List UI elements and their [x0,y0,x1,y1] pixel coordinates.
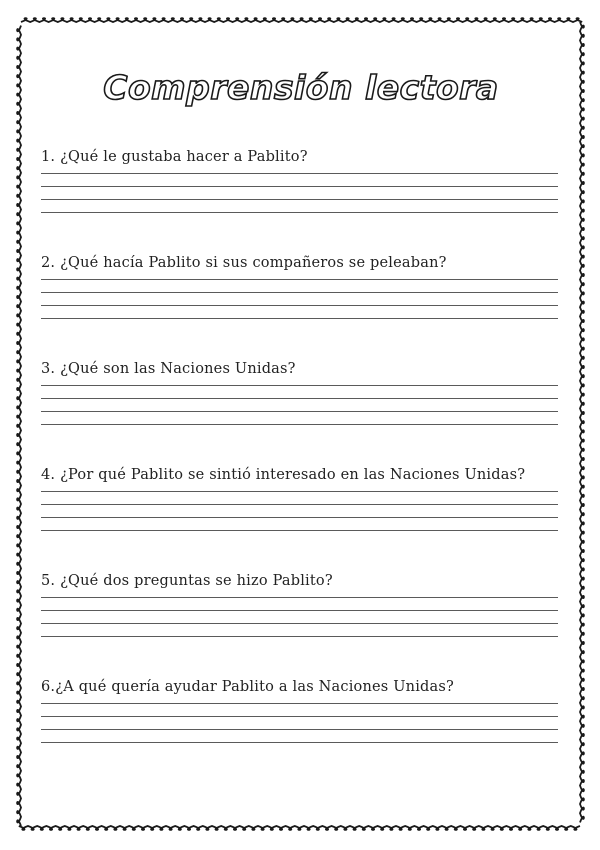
loop-border-side [21,18,582,22]
answer-line[interactable] [41,385,558,386]
question-1-label: ¿Qué le gustaba hacer a Pablito? [60,149,308,165]
question-6-text [41,678,561,696]
question-6-number: 6. [41,679,56,695]
question-2-number: 2. [41,255,56,271]
answer-line[interactable] [41,517,558,518]
answer-line[interactable] [41,173,558,174]
answer-line[interactable] [41,424,558,425]
answer-lines[interactable] [41,173,558,213]
answer-line[interactable] [41,305,558,306]
page-title [0,66,600,116]
answer-line[interactable] [41,610,558,611]
answer-line[interactable] [41,716,558,717]
answer-lines[interactable] [41,491,558,531]
answer-line[interactable] [41,491,558,492]
answer-line[interactable] [41,199,558,200]
answer-line[interactable] [41,186,558,187]
question-3-label: ¿Qué son las Naciones Unidas? [60,361,296,377]
answer-line[interactable] [41,212,558,213]
question-6-label: ¿A qué quería ayudar Pablito a las Naciones Unidas? [55,679,454,695]
question-4-text [41,466,561,484]
answer-lines[interactable] [41,279,558,319]
answer-line[interactable] [41,279,558,280]
question-1-text [41,148,561,166]
question-3-text [41,360,561,378]
question-4 [41,466,561,531]
question-3 [41,360,561,425]
loop-border-side [580,22,584,822]
answer-line[interactable] [41,703,558,704]
question-2 [41,254,561,319]
loop-border-side [19,826,580,830]
question-2-label: ¿Qué hacía Pablito si sus compañeros se peleaban? [60,255,447,271]
question-5 [41,572,561,637]
question-1 [41,148,561,213]
question-6 [41,678,561,743]
loop-border-side [17,26,21,826]
page-title-text: Comprensión lectora [103,68,499,107]
answer-line[interactable] [41,411,558,412]
question-1-number: 1. [41,149,56,165]
answer-line[interactable] [41,623,558,624]
answer-lines[interactable] [41,597,558,637]
answer-line[interactable] [41,636,558,637]
answer-line[interactable] [41,530,558,531]
answer-line[interactable] [41,597,558,598]
answer-line[interactable] [41,504,558,505]
answer-lines[interactable] [41,703,558,743]
answer-line[interactable] [41,398,558,399]
question-5-number: 5. [41,573,56,589]
question-4-label: ¿Por qué Pablito se sintió interesado en las Naciones Unidas? [60,467,526,483]
question-4-number: 4. [41,467,56,483]
answer-line[interactable] [41,292,558,293]
answer-line[interactable] [41,742,558,743]
question-5-text [41,572,561,590]
question-2-text [41,254,561,272]
question-5-label: ¿Qué dos preguntas se hizo Pablito? [60,573,333,589]
answer-line[interactable] [41,318,558,319]
answer-lines[interactable] [41,385,558,425]
answer-line[interactable] [41,729,558,730]
question-3-number: 3. [41,361,56,377]
